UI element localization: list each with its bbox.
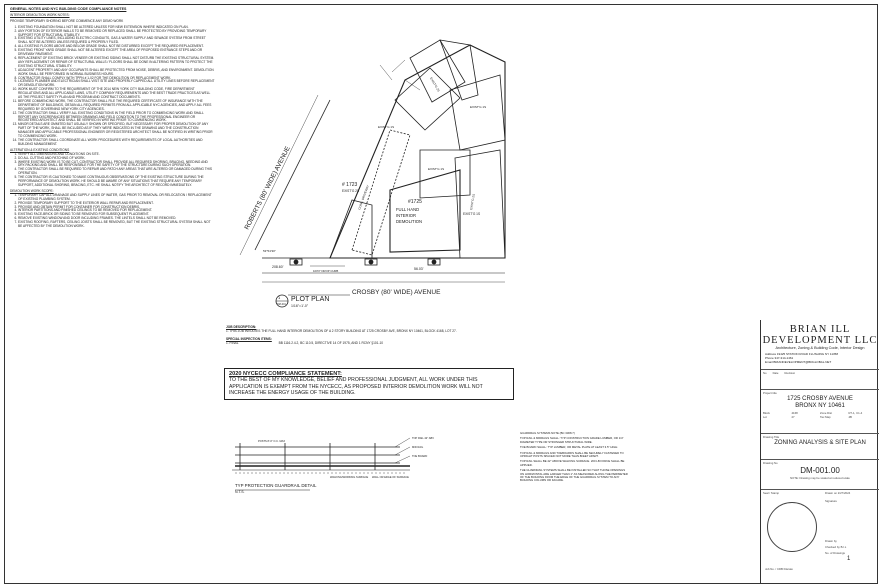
compliance-statement bbox=[224, 368, 514, 400]
drawn-on-label: Drawn on bbox=[825, 491, 837, 495]
bldg-label-3: EXIST'G 1S bbox=[470, 105, 487, 109]
driveway-label: CONC. DRIVEWAY bbox=[357, 184, 370, 211]
plot-plan-tag-bottom: DM-001 bbox=[277, 303, 286, 306]
taxmap-label: Tax Map bbox=[820, 415, 831, 419]
demo-note-item: 4. ALL EXISTING FLOORS ABOVE AND BELOW GRADE SHALL NOT BE DISTURBED EXCEPT THE REQUIRED REPLACEMENT. bbox=[18, 45, 215, 49]
drawing-note: NOTE: Drawing may be scaled at reduced scale bbox=[790, 476, 850, 480]
demo-note-item: 9. LICENSED PLUMBER AND ELECTRICIAN SHALL VISIT SITE AND PROPERLY CAPPED ALL UTILITY LINES BEFORE REPLACEMENT OR DEMOLITION WORK. bbox=[18, 80, 215, 88]
demo-notes-title: INTERIOR DEMOLITION WORK NOTES: bbox=[10, 12, 70, 17]
firm-address: 19425 STATION ROAD FLUSHING NY 11358 bbox=[776, 352, 838, 356]
drawing-title: ZONING ANALYSIS & SITE PLAN bbox=[774, 440, 866, 446]
signature-label: Signature bbox=[825, 499, 837, 503]
firm-block bbox=[761, 320, 879, 370]
checked-by-label: Checked by bbox=[825, 545, 840, 549]
scope-note-item: 4. INTERIOR PARTITIONS AND FINISHED CEILINGS TO BE REMOVED FOR REPLACEMENT. bbox=[18, 209, 215, 213]
crosby-avenue-label: CROSBY (80' WIDE) AVENUE bbox=[352, 289, 441, 296]
scope-note-item: 5. EXISTING FACE-BRICK OR SIDING TO BE REMOVED FOR SUBSEQUENT PLACEMENT. bbox=[18, 213, 215, 217]
detail-label-2: MID RAIL bbox=[412, 446, 424, 449]
lot-1725-desc-3: DEMOLITION bbox=[396, 219, 423, 224]
notes-title: GENERAL NOTES AND NYC BUILDING CODE COMPLIANCE NOTES bbox=[10, 7, 127, 11]
compliance-text: TO THE BEST OF MY KNOWLEDGE, BELIEF AND PROFESSIONAL JUDGMENT, ALL WORK UNDER THIS APPLICATION IS EXEMPT FROM THE NYCECC, AS PROPOSED INTERIOR DEMOLITION WORK WILL NOT INCREASE THE ENERGY USAGE OF THE BUILDING. bbox=[229, 377, 483, 397]
guardrail-notes bbox=[520, 432, 630, 485]
demo-note-item: 13. MINOR DETAILS ARE OMMITED BUT USUALLY SHOWN OR SPECIFIED, BUT NECESSARY FOR PROPER DEMOLITION OF ANY PART OF THE WORK, SHALL BE INCLUDED AS IF THEY WERE INDICATED IN THE DRAWING AND THE CONSTRUCTION MANAGER AND APPLICABLE PROFESSIONAL ENGINEER OR REGISTERED ARCHITECT SHALL BE NOTIFIED IN WRITING PRIOR TO COMMENCING WORK. bbox=[18, 123, 215, 139]
angle-label: 53°54'30" bbox=[263, 249, 276, 253]
alteration-title: ALTERATION & EXISTING CONDITIONS bbox=[10, 147, 70, 152]
lot-boundary bbox=[330, 45, 505, 258]
scope-note-item: 3. PROVIDE AND OBTAIN PERMIT FOR CONTAINER FOR CONSTRUCTION DEBRIS. bbox=[18, 206, 215, 210]
scope-note-item: 7. EXISTING ROOFING, RAFTERS, CEILING JOISTS SHALL BE REMOVED, BUT THE EXISTING STRUCTURAL SYSTEM SHALL NOT BE AFFECTED BY THE DEMOLITION WORK. bbox=[18, 221, 215, 229]
job-description bbox=[226, 325, 496, 345]
driveway bbox=[352, 130, 410, 255]
guardrail-note-item: THE GUARDRAIL SYSTEMS SHALL BE INSTALLED SO THAT THOSE OPENINGS ON HORIZONTAL ARE LARGER THAN 1" AS MEASURED ALONG THE PERIMETER OF THE BUILDING FROM THE EDGE OF THE GUARDRAIL SYSTEM TO ANY BUILDING COLUMN OR FACADE. bbox=[520, 468, 628, 483]
seal-block bbox=[761, 490, 879, 574]
plot-plan-tag-top: 1 bbox=[278, 295, 281, 300]
lot-1723-sub: EXIST'G 2S bbox=[342, 189, 360, 193]
job-title: JOB DESCRIPTION: bbox=[226, 325, 257, 329]
scope-title: DEMOLITION WORK SCOPE: bbox=[10, 188, 54, 193]
project-line-2: BRONX NY 10461 bbox=[795, 403, 845, 409]
roberts-avenue-line bbox=[255, 100, 330, 250]
alteration-note-item: 2. DO ALL CUTTING AND PATCHING OF WORK. bbox=[18, 157, 215, 161]
bldg-label-5: EXIST'G 2S bbox=[469, 193, 476, 211]
lot-1725-label: #1725 bbox=[408, 199, 422, 205]
bldg-label-2: EXIST'G 2S bbox=[429, 76, 441, 93]
project-block bbox=[761, 390, 879, 434]
firm-phone: 347-314-1461 bbox=[774, 355, 794, 360]
plot-plan-title: PLOT PLAN bbox=[291, 296, 330, 303]
drawing-title-block bbox=[761, 434, 879, 460]
building-a bbox=[395, 68, 460, 130]
guardrail-detail-drawing bbox=[232, 438, 410, 473]
demo-note-item: 7. ADJACENT PROPERTY AND ANY OCCUPANTS SHALL BE PROTECTED FROM NOISE, DEBRIS, AND ENVIRONMENT. DEMOLITION WORK SHALL BE PERFORMED IN NORMAL BUSINESS HOURS. bbox=[18, 69, 215, 77]
checked-by-value: B.I.L bbox=[840, 545, 847, 549]
demo-note-item: 8. CONTRACTOR SHALL COMPLY WITH TPPN # 1-02 FOR THE DEMOLITION OR REPLACEMENT WORK. bbox=[18, 77, 215, 81]
lot-1723-label: # 1723 bbox=[342, 182, 358, 188]
demo-note-item: 5. EXISTING FRONT YARD GRADE SHALL NOT BE ALTERED EXCEPT THE AREA OF PROPOSED ENTRANCE STEPS AND OR DRIVEWAY PAVEMENT. bbox=[18, 49, 215, 57]
address-label: Address bbox=[765, 352, 777, 356]
demo-note-item: 6. REPLACEMENT OF EXISTING BRICK VENEER OR EXISTING SIDING SHALL NOT DISTURB THE EXISTING STRUCTURAL SYSTEM. ANY REPLACEMENT OR REPAIR OF STRUCTURAL WALLS / FLOORS SHALL BE DONE IN ALTERING PATTERN TO PROTECT THE EXISTING STRUCTURAL STABILITY. bbox=[18, 57, 215, 69]
guardrail-note-item: TOE BOARD SHALL: TYP LUMBER, OR METAL PLATE AT LEAST 3.5" HIGH. bbox=[520, 445, 619, 450]
scope-note-item: 6. REMOVE EXISTING WINDOW AND DOOR INCLUDING FRAMES. THE LINTELS SHALL NOT BE REMOVED. bbox=[18, 217, 215, 221]
plot-plan-scale: 1/16"=1'-0" bbox=[291, 304, 309, 308]
demo-note-item: 2. ANY PORTION OF EXTERIOR WALLS TO BE REMOVED OR REPLACED SHALL BE PROTECTED BY PROVIDING TEMPORARY SUPPORT FOR STRUCTURAL STABILITY. bbox=[18, 30, 215, 38]
drawing-no-label: Drawing No bbox=[763, 461, 778, 465]
building-b bbox=[410, 40, 465, 102]
dim-width: 56.03' bbox=[414, 267, 424, 271]
demo-note-item: 1. EXISTING FOUNDATION SHALL NOT BE ALTERED UNLESS FOR NEW EXTENSION WHERE INDICATED ON PLAN. bbox=[18, 26, 215, 30]
alteration-note-item: 1. VERIFY ALL DIMENSIONS AND CONDITIONS ON SITE. bbox=[18, 153, 215, 157]
taxmap-value: 4B bbox=[848, 415, 852, 419]
drawn-on-value: 2/27/2024 bbox=[837, 491, 851, 495]
compliance-title: 2020 NYCECC COMPLIANCE STATEMENT: bbox=[229, 371, 342, 377]
seal-circle bbox=[767, 502, 817, 552]
detail-label-1: TOP RAIL 42" ABV bbox=[412, 437, 434, 440]
roberts-avenue-label: ROBERTS (80' WIDE) AVENUE bbox=[243, 145, 292, 231]
demo-note-item: 14. THE CONTRACTOR SHALL COORDINATE ALL WORK PROCEDURES WITH REQUIREMENTS OF LOCAL AUTHORITIES AND BUILDING MANAGEMENT. bbox=[18, 139, 215, 147]
seal-label: Seal / Stamp bbox=[763, 491, 780, 495]
job-no-label: Job No. / CDB Filerato bbox=[765, 567, 793, 571]
rev-desc-label: Revision bbox=[784, 371, 796, 375]
rev-no-label: No bbox=[763, 371, 767, 375]
zone-value: R7-1, C1-4 bbox=[848, 411, 863, 415]
inspection-title: SPECIAL INSPECTION ITEMS: bbox=[226, 337, 272, 341]
demo-note-item: 11. BEFORE COMMENCING WORK, THE CONTRACTOR SHALL FILE THE REQUIRED CERTIFICATE OF INSURANCE WITH THE DEPARTMENT OF BUILDINGS, OBTAIN ALL REQUIRED PERMITS FROM ALL APPLICABLE NYC AGENCIES, AND APPLY ALL FEES REQUIRED BY GOVERNING NEW YORK CITY AGENCIES. bbox=[18, 100, 215, 112]
demo-notes-intro: PROVIDE TEMPORARY SHORING BEFORE COMMENCE ANY DEMO WORK bbox=[10, 18, 124, 23]
alteration-note-item: 4. THE CONTRACTOR SHALL BE REQUIRED TO REPAIR AND PATCH ANY AREAS THAT ARE ALTERED OR DAMAGED DURING THIS OPERATION. bbox=[18, 168, 215, 176]
lot-1725-sub: EXIST'G 1S bbox=[463, 212, 481, 216]
guardrail-note-item: TOP RAIL SHALL BE 42" ABOVE WALKING SURFACE. 200 LB FORCE SHALL BE APPLIED. bbox=[520, 459, 625, 467]
lot-1725-desc-1: FULL HAND bbox=[396, 207, 420, 212]
bldg-label-1: EXIST'G 1S bbox=[378, 125, 395, 129]
inspection-item: 1. FINAL bbox=[226, 341, 239, 345]
curb-label: 100'0" DROP CURB bbox=[313, 269, 339, 273]
zone-label: Zone Dist bbox=[820, 411, 832, 415]
detail-scale: N.T.S. bbox=[235, 490, 245, 494]
block-value: 4168 bbox=[791, 411, 798, 415]
detail-label-5: WALL OR EDGE OF SURFACE bbox=[372, 476, 409, 479]
dim-front: 208.60' bbox=[272, 265, 284, 269]
detail-label-6: POSTS 8'-0" O.C. MAX bbox=[258, 440, 286, 443]
guardrail-note-item: TOP RAIL & MIDRAILS AND TOEBOARDS SHALL BE SECURELY FASTENED TO UPRIGHT POSTS SPACED NOT MORE THAN 8FEET APART. bbox=[520, 450, 624, 459]
detail-label-3: TOE BOARD bbox=[412, 455, 428, 458]
detail-title: TYP PROTECTION GUARDRAIL DETAIL bbox=[235, 483, 317, 488]
drawing-title-label: Drawing Title bbox=[763, 435, 780, 439]
alteration-note-item: 3. WHERE EXISTING WORK IS TO BE CUT, CONTRACTOR SHALL PROVIDE ALL REQUIRED SHORING, BRACING, NEEDING AND DRY-PACKING AND SHALL BE RESPONSIBLE FOR THE SAFETY OF THE STRUCTURE DURING SUCH OPERATION. bbox=[18, 161, 215, 169]
demo-note-item: 10. WORK MUST CONFIRM TO THE REQUIREMENT OF THE 2014 NEW YORK CITY BUILDING CODE, FIRE DEPARTMENT REGULATIONS AND ALL APPLICABLE LAWS, UTILITY COMPANY REQUIREMENTS AND THE BEST TRADE PRACTICES AS WELL AS THE PROJECT SAFETY PLAN AND PROGRAM AND CONTRACT DOCUMENTS. bbox=[18, 88, 215, 100]
job-desc: 1. THIS JOB INVOLVES THE FULL HAND INTERIOR DEMOLITION OF A 2 STORY BUILDING AT 1725 CROSBY AVE, BRONX NY 10461, BLOCK 4168, LOT 27. bbox=[226, 329, 457, 333]
lot-value: 27 bbox=[791, 415, 795, 419]
scope-note-item: 1. TEMPORARY CAP ALL DRAINAGE AND SUPPLY LINES OF WATER, GAS PRIOR TO REMOVAL OR RELOCATION / REPLACEMENT OF EXISTING PLUMBING SYSTEM. bbox=[18, 194, 215, 202]
title-block bbox=[760, 320, 879, 584]
demo-note-item: 12. THE CONTRACTOR SHALL VERIFY ALL EXISTING CONDITIONS IN THE FIELD PRIOR TO COMMENCING WORK AND SHALL REPORT ANY DISCREPANCIES BETWEEN DRAWING AND FIELD CONDITION TO THE PROFESSIONAL ENGINEER OR REGISTERED ARCHITECT AND SHALL BE VERIFIED IN WRITING PRIOR TO COMMENCING WORK. bbox=[18, 112, 215, 124]
revision-block bbox=[761, 370, 879, 390]
firm-subtitle: Architecture, Zoning & Building Code, Interior Design bbox=[775, 346, 865, 350]
lot-label: Lot bbox=[763, 415, 767, 419]
email-label: Email bbox=[765, 359, 773, 364]
drawn-by-label: Drawn by bbox=[825, 539, 837, 543]
phone-label: Phone bbox=[765, 355, 774, 360]
demo-note-item: 3. EXISTING UTILITY LINES, INCLUDING ELECTRIC CONDUITS, GAS & WATER SUPPLY AND SEWAGE SYSTEM FROM STREET SHALL NOT BE ALTERED UNLESS REQUIRED & PROPERLY FILED. bbox=[18, 37, 215, 45]
inspection-ref: BB 1116.2.4.2, BC 110.5, DIRECTIVE 14 OF 1975, AND 1 RCNY §101-10 bbox=[278, 341, 384, 345]
guardrail-note-item: GUARDRAIL SYSTEMS NOTE (BC 3308.7) bbox=[520, 431, 575, 435]
firm-email: BRIANDEVELOPMENT@BDGLOBAL.NET bbox=[773, 359, 832, 364]
project-line-1: 1725 CROSBY AVENUE bbox=[787, 396, 853, 402]
building-f bbox=[455, 150, 505, 258]
firm-name: BRIAN ILL DEVELOPMENT LLC bbox=[762, 324, 878, 346]
project-label: Project title bbox=[763, 391, 777, 395]
alteration-note-item: 5. THE CONTRACTOR IS CAUTIONED TO MAKE CONTINUOUS OBSERVATIONS OF THE EXISTING STRUCTURE DURING THE PERFORMANCE OF DEMOLITION WORK. HE SHOULD BE AWARE OF ANY SITUATIONS THAT REQUIRE ANY TEMPORARY SUPPORT, ADDITIONAL SHORING, BRACING, ETC. HE SHALL NOTIFY THE ARCHITECT OF RECORD IMMEDIATELY. bbox=[18, 176, 215, 188]
block-label: Block bbox=[763, 411, 770, 415]
bldg-label-4: EXIST'G 1S bbox=[428, 167, 445, 171]
lot-1725-desc-2: INTERIOR bbox=[396, 213, 417, 218]
drawing-number-block bbox=[761, 460, 879, 490]
detail-label-4: WALKING/WORKING SURFACE bbox=[330, 476, 369, 479]
guardrail-note-item: TOP RAIL & MIDRAILS SHALL: TYP CONSTRUCTION GRADE LUMBER, OR 1/4" DIAMETER TYPE OR STRONGER STRUCTURAL WIRE. bbox=[520, 436, 624, 444]
scope-note-item: 2. PROVIDE TEMPORARY SUPPORT TO THE EXTERIOR WALL REPAIR AND REPLACEMENT. bbox=[18, 202, 215, 206]
rev-date-label: Date bbox=[772, 371, 779, 375]
drawing-number: DM-001.00 bbox=[800, 466, 840, 475]
sheet-number: 1 bbox=[847, 556, 851, 562]
sheet-label: No. of Drawings bbox=[825, 551, 845, 555]
